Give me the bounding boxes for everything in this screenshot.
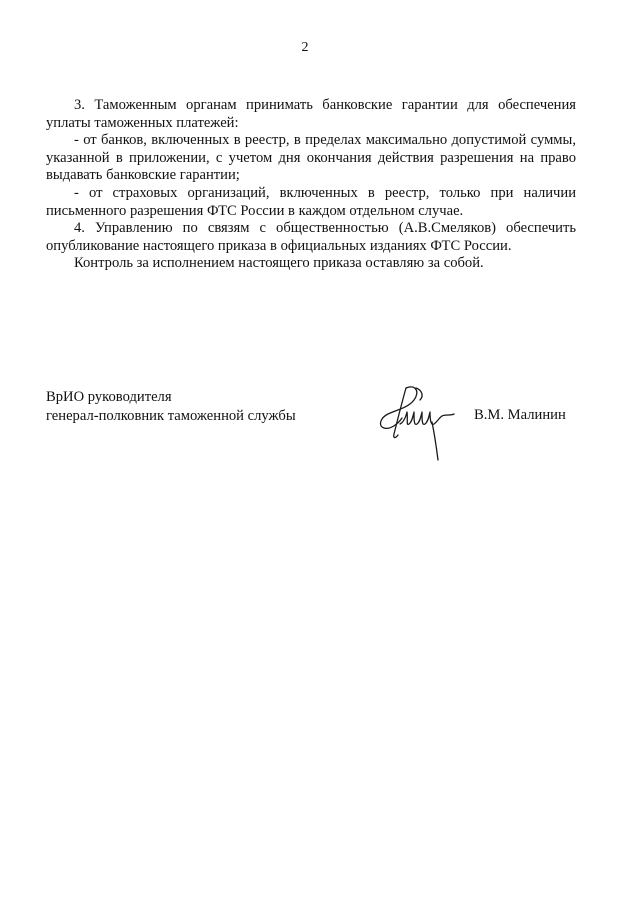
paragraph-control: Контроль за исполнением настоящего приказа оставляю за собой. (74, 255, 484, 272)
signatory-position (46, 388, 296, 426)
signatory-name: В.М. Малинин (474, 407, 566, 423)
document-body (46, 97, 576, 273)
paragraph-banks-item: - от банков, включенных в реестр, в пределах максимально допустимой суммы, указанной в приложении, с учетом дня окончания действия разрешения на право выдавать банковские гарантии; (46, 132, 576, 184)
signatory-title-line2: генерал-полковник таможенной службы (46, 408, 296, 424)
paragraph-insurers-item: - от страховых организаций, включенных в реестр, только при наличии письменного разрешения ФТС России в каждом отдельном случае. (46, 184, 576, 219)
paragraph-3-customs-guarantees: 3. Таможенным органам принимать банковские гарантии для обеспечения уплаты таможенных платежей: (46, 97, 576, 131)
handwritten-signature-icon (376, 378, 458, 462)
paragraph-4-publication: 4. Управлению по связям с общественностью (А.В.Смеляков) обеспечить опубликование настоящего приказа в официальных изданиях ФТС России. (46, 220, 576, 254)
page-number: 2 (301, 40, 309, 55)
signatory-title-line1: ВрИО руководителя (46, 389, 172, 405)
